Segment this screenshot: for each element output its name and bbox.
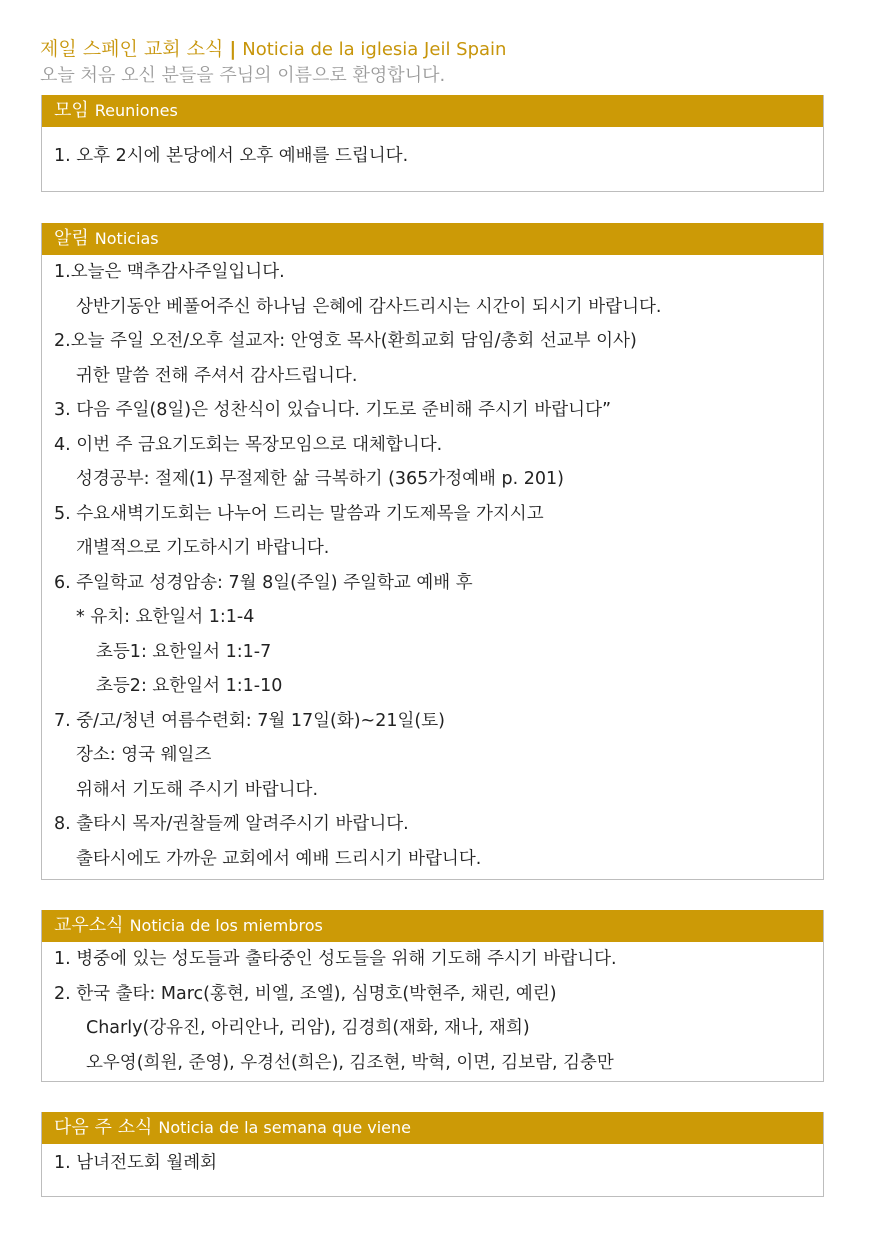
- section-title-korean: 교우소식: [54, 915, 124, 936]
- section-body: [42, 255, 823, 876]
- list-item: 1. 남녀전도회 월례회: [54, 1153, 218, 1173]
- list-item: 성경공부: 절제(1) 무절제한 삶 극복하기 (365가정예배 p. 201): [76, 469, 564, 489]
- section-title-korean: 알림: [54, 228, 89, 249]
- section-next-week: [41, 1112, 824, 1197]
- list-item: 4. 이번 주 금요기도회는 목장모임으로 대체합니다.: [54, 434, 443, 455]
- section-header: [42, 95, 823, 127]
- page-title-korean: 제일 스페인 교회 소식: [40, 38, 224, 60]
- list-item: 6. 주일학교 성경암송: 7월 8일(주일) 주일학교 예배 후: [54, 572, 473, 593]
- list-item: * 유치: 요한일서 1:1-4: [76, 607, 255, 627]
- section-member-news: [41, 910, 824, 1082]
- list-item: 오우영(희원, 준영), 우경선(희은), 김조현, 박혁, 이면, 김보람, 김충만: [86, 1052, 614, 1073]
- list-item: 초등1: 요한일서 1:1-7: [96, 641, 272, 662]
- list-item: 위해서 기도해 주시기 바랍니다.: [76, 779, 319, 800]
- page-header: [40, 36, 830, 89]
- list-item: 출타시에도 가까운 교회에서 예배 드리시기 바랍니다.: [76, 848, 482, 869]
- section-title-korean: 모임: [54, 100, 89, 121]
- section-title-spanish: Reuniones: [94, 101, 178, 120]
- section-title-spanish: Noticia de la semana que viene: [158, 1118, 411, 1137]
- welcome-message: 오늘 처음 오신 분들을 주님의 이름으로 환영합니다.: [40, 65, 446, 86]
- section-header: [42, 910, 823, 942]
- list-item: 귀한 말씀 전해 주셔서 감사드립니다.: [76, 365, 358, 386]
- section-body: [42, 1144, 823, 1181]
- section-meetings: [41, 95, 824, 192]
- section-notices: [41, 223, 824, 880]
- title-separator: |: [229, 38, 237, 60]
- list-item: 7. 중/고/청년 여름수련회: 7월 17일(화)~21일(토): [54, 710, 445, 731]
- list-item: 장소: 영국 웨일즈: [76, 745, 212, 765]
- section-body: [42, 127, 823, 174]
- list-item: 5. 수요새벽기도회는 나누어 드리는 말씀과 기도제목을 가지시고: [54, 503, 544, 524]
- list-item: 1.오늘은 맥추감사주일입니다.: [54, 262, 285, 282]
- list-item: 개별적으로 기도하시기 바랍니다.: [76, 538, 330, 558]
- list-item: 1. 병중에 있는 성도들과 출타중인 성도들을 위해 기도해 주시기 바랍니다.: [54, 949, 617, 969]
- section-header: [42, 223, 823, 255]
- list-item: 3. 다음 주일(8일)은 성찬식이 있습니다. 기도로 준비해 주시기 바랍니다”: [54, 400, 612, 420]
- section-title-korean: 다음 주 소식: [54, 1117, 153, 1138]
- list-item: 초등2: 요한일서 1:1-10: [96, 676, 283, 696]
- page-title-spanish: Noticia de la iglesia Jeil Spain: [242, 39, 507, 60]
- page-title: [40, 36, 830, 63]
- section-body: [42, 942, 823, 1080]
- list-item: 상반기동안 베풀어주신 하나님 은혜에 감사드리시는 시간이 되시기 바랍니다.: [76, 296, 662, 317]
- list-item: 8. 출타시 목자/권찰들께 알려주시기 바랍니다.: [54, 814, 409, 834]
- list-item: 1. 오후 2시에 본당에서 오후 예배를 드립니다.: [54, 146, 409, 166]
- list-item: 2. 한국 출타: Marc(홍현, 비엘, 조엘), 심명호(박현주, 채린, 예린): [54, 983, 557, 1004]
- section-header: [42, 1112, 823, 1144]
- list-item: Charly(강유진, 아리안나, 리암), 김경희(재화, 재나, 재희): [86, 1018, 530, 1038]
- section-title-spanish: Noticia de los miembros: [129, 916, 323, 935]
- list-item: 2.오늘 주일 오전/오후 설교자: 안영호 목사(환희교회 담임/총회 선교부 이사): [54, 331, 637, 351]
- section-title-spanish: Noticias: [94, 229, 159, 248]
